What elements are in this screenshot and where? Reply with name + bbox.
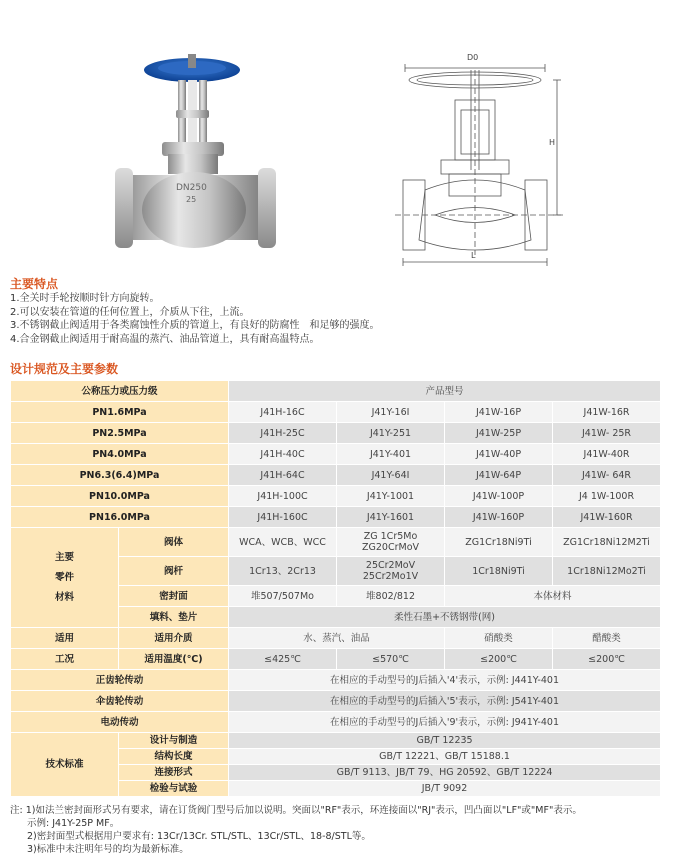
pressure-label: PN6.3(6.4)MPa xyxy=(11,465,229,486)
feature-item: 2.可以安装在管道的任何位置上，介质从下往，上流。 xyxy=(10,306,250,318)
cond-group-label: 适用 xyxy=(11,628,119,649)
material-cell xyxy=(337,557,445,586)
material-cell: 1Cr18Ni9Ti xyxy=(445,557,553,586)
feature-item: 1.全关时手轮按顺时针方向旋转。 xyxy=(10,293,160,304)
material-cell: ZG1Cr18Ni12M2Ti xyxy=(553,528,661,557)
material-line: ZG 1Cr5Mo xyxy=(363,531,418,542)
table-row xyxy=(11,670,661,691)
drive-value: 在相应的手动型号的J后插入'4'表示，示例: J441Y-401 xyxy=(229,670,661,691)
table-row xyxy=(11,402,661,423)
model-cell: J41W-64P xyxy=(445,465,553,486)
drive-label: 电动传动 xyxy=(11,712,229,733)
model-cell: J41W-160P xyxy=(445,507,553,528)
valve-photo xyxy=(110,50,280,265)
material-cell: WCA、WCB、WCC xyxy=(229,528,337,557)
model-cell: J41H-25C xyxy=(229,423,337,444)
model-cell: J41Y-16I xyxy=(337,402,445,423)
valve-technical-drawing xyxy=(395,40,565,270)
model-cell: J41H-16C xyxy=(229,402,337,423)
std-label: 连接形式 xyxy=(119,765,229,781)
std-value: GB/T 9113、JB/T 79、HG 20592、GB/T 12224 xyxy=(229,765,661,781)
cond-group-label: 工况 xyxy=(11,649,119,670)
note-line: 2)密封面型式根据用户要求有: 13Cr/13Cr. STL/STL、13Cr/STL、18-8/STL等。 xyxy=(27,831,371,842)
group-label-line: 材料 xyxy=(54,591,74,603)
valve-dn-marking: DN250 xyxy=(176,183,207,193)
note-line: 3)标准中未注明年号的均为最新标准。 xyxy=(27,844,189,855)
valve-pn-marking: 25 xyxy=(186,195,197,204)
note-line: 示例: J41Y-25P MF。 xyxy=(27,818,120,829)
medium-cell: 水、蒸汽、油品 xyxy=(229,628,445,649)
model-cell: J41W-16R xyxy=(553,402,661,423)
model-cell: J41W- 25R xyxy=(553,423,661,444)
material-cell: 1Cr18Ni12Mo2Ti xyxy=(553,557,661,586)
pressure-label: PN10.0MPa xyxy=(11,486,229,507)
dim-l: L xyxy=(471,251,476,260)
model-cell: J41Y-1001 xyxy=(337,486,445,507)
drive-label: 伞齿轮传动 xyxy=(11,691,229,712)
material-cell xyxy=(337,528,445,557)
table-row xyxy=(11,528,661,557)
material-cell: 本体材料 xyxy=(445,586,661,607)
model-cell: J41H-64C xyxy=(229,465,337,486)
temp-cell: ≤200℃ xyxy=(553,649,661,670)
std-value: GB/T 12235 xyxy=(229,733,661,749)
material-line: 25Cr2Mo1V xyxy=(362,571,419,582)
spec-title: 设计规范及主要参数 xyxy=(10,362,119,376)
model-cell: J41W-16P xyxy=(445,402,553,423)
features-title: 主要特点 xyxy=(10,277,59,291)
model-cell: J41W- 64R xyxy=(553,465,661,486)
header-pressure: 公称压力或压力级 xyxy=(11,381,229,402)
body-label: 阀体 xyxy=(119,528,229,557)
material-line: ZG20CrMoV xyxy=(362,542,420,553)
material-cell: 堆802/812 xyxy=(337,586,445,607)
table-row xyxy=(11,733,661,749)
temp-cell: ≤570℃ xyxy=(337,649,445,670)
table-row xyxy=(11,507,661,528)
parts-group-label xyxy=(11,528,119,628)
feature-item: 4.合金钢截止阀适用于耐高温的蒸汽、油品管道上，具有耐高温特点。 xyxy=(10,333,320,345)
material-cell: 1Cr13、2Cr13 xyxy=(229,557,337,586)
material-cell: 堆507/507Mo xyxy=(229,586,337,607)
feature-item: 3.不锈钢截止阀适用于各类腐蚀性介质的管道上，有良好的防腐性 和足够的强度。 xyxy=(10,320,380,331)
dim-h: H xyxy=(549,138,556,147)
model-cell: J41Y-401 xyxy=(337,444,445,465)
model-cell: J4 1W-100R xyxy=(553,486,661,507)
model-cell: J41Y-64I xyxy=(337,465,445,486)
model-cell: J41Y-1601 xyxy=(337,507,445,528)
pressure-label: PN1.6MPa xyxy=(11,402,229,423)
temp-cell: ≤425℃ xyxy=(229,649,337,670)
group-label-line: 零件 xyxy=(54,571,74,583)
table-row xyxy=(11,628,661,649)
model-cell: J41W-25P xyxy=(445,423,553,444)
group-label-line: 主要 xyxy=(54,551,74,563)
stem-label: 阀杆 xyxy=(119,557,229,586)
table-row xyxy=(11,691,661,712)
drive-value: 在相应的手动型号的J后插入'9'表示，示例: J941Y-401 xyxy=(229,712,661,733)
model-cell: J41W-160R xyxy=(553,507,661,528)
packing-value: 柔性石墨+不锈钢带(网) xyxy=(229,607,661,628)
std-group-label: 技术标准 xyxy=(11,733,119,797)
medium-label: 适用介质 xyxy=(119,628,229,649)
table-row xyxy=(11,444,661,465)
table-header-row xyxy=(11,381,661,402)
table-row xyxy=(11,649,661,670)
medium-cell: 醋酸类 xyxy=(553,628,661,649)
model-cell: J41W-100P xyxy=(445,486,553,507)
packing-label: 填料、垫片 xyxy=(119,607,229,628)
table-row xyxy=(11,712,661,733)
pressure-label: PN4.0MPa xyxy=(11,444,229,465)
std-value: GB/T 12221、GB/T 15188.1 xyxy=(229,749,661,765)
model-cell: J41W-40P xyxy=(445,444,553,465)
model-cell: J41H-40C xyxy=(229,444,337,465)
temp-cell: ≤200℃ xyxy=(445,649,553,670)
model-cell: J41H-100C xyxy=(229,486,337,507)
features-list xyxy=(10,292,680,346)
table-row xyxy=(11,486,661,507)
spec-table xyxy=(10,380,661,797)
seal-label: 密封面 xyxy=(119,586,229,607)
medium-cell: 硝酸类 xyxy=(445,628,553,649)
note-line: 注: 1)如法兰密封面形式另有要求，请在订货阀门型号后加以说明。突面以"RF"表示，环连接面以"RJ"表示，凹凸面以"LF"或"MF"表示。 xyxy=(10,805,582,816)
std-label: 结构长度 xyxy=(119,749,229,765)
dim-d0: D0 xyxy=(467,53,479,62)
material-cell: ZG1Cr18Ni9Ti xyxy=(445,528,553,557)
pressure-label: PN2.5MPa xyxy=(11,423,229,444)
drive-label: 正齿轮传动 xyxy=(11,670,229,691)
pressure-label: PN16.0MPa xyxy=(11,507,229,528)
model-cell: J41W-40R xyxy=(553,444,661,465)
model-cell: J41H-160C xyxy=(229,507,337,528)
std-value: JB/T 9092 xyxy=(229,781,661,797)
std-label: 设计与制造 xyxy=(119,733,229,749)
std-label: 检验与试验 xyxy=(119,781,229,797)
temp-label: 适用温度(℃) xyxy=(119,649,229,670)
table-row xyxy=(11,423,661,444)
header-model: 产品型号 xyxy=(229,381,661,402)
model-cell: J41Y-251 xyxy=(337,423,445,444)
material-line: 25Cr2MoV xyxy=(365,560,416,571)
table-row xyxy=(11,465,661,486)
drive-value: 在相应的手动型号的J后插入'5'表示，示例: J541Y-401 xyxy=(229,691,661,712)
notes xyxy=(10,804,685,856)
